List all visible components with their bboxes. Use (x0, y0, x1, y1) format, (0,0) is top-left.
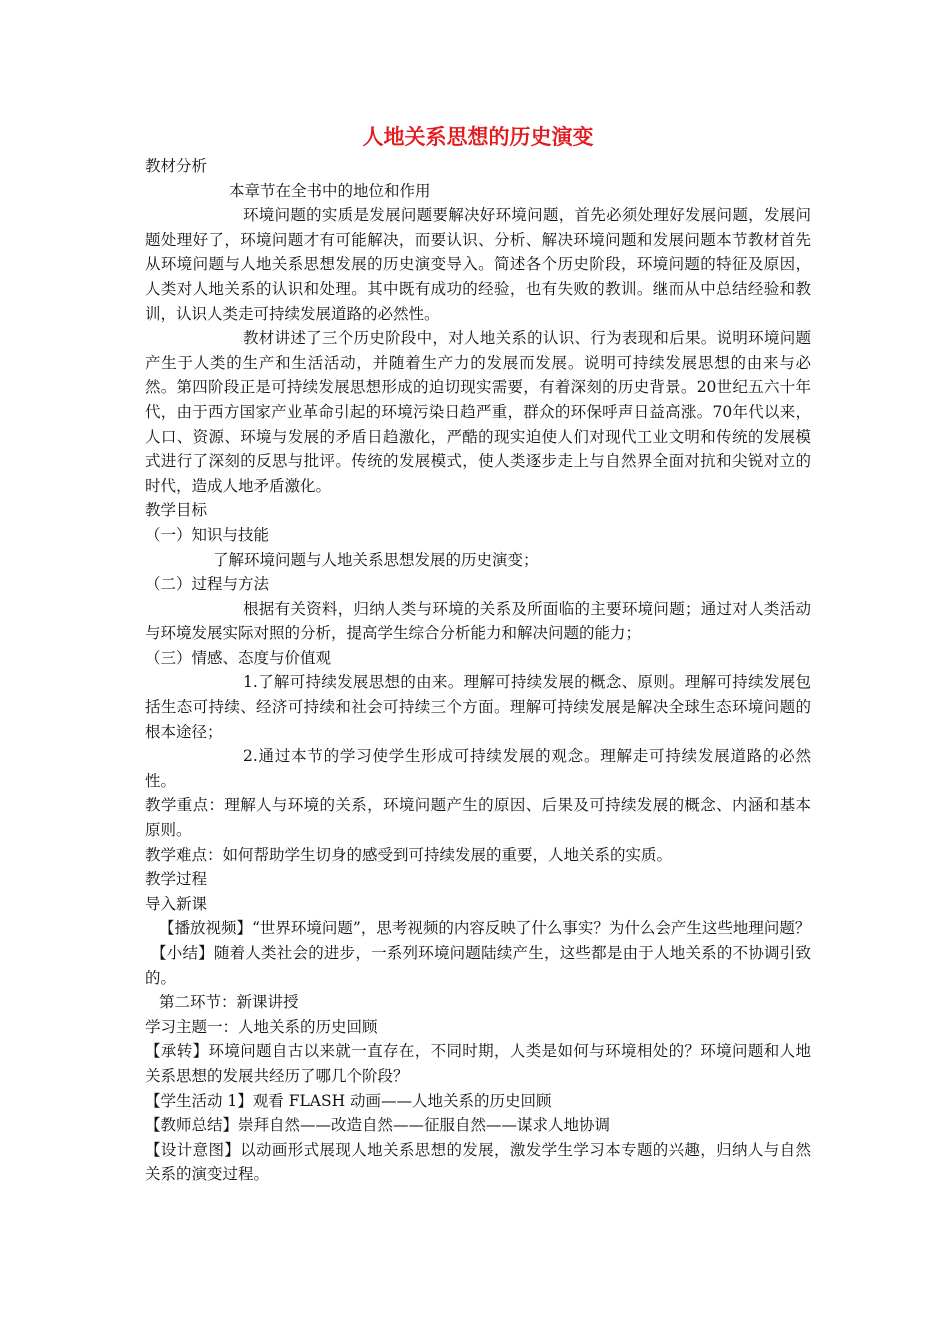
summary-text: 【小结】随着人类社会的进步，一系列环境问题陆续产生，这些都是由于人地关系的不协调引致的。 (145, 944, 811, 987)
goal-values-heading: （三）情感、态度与价值观 (145, 648, 332, 667)
paragraph-stages: 教材讲述了三个历史阶段中，对人地关系的认识、行为表现和后果。说明环境问题产生于人类的生产和生活活动，并随着生产力的发展而发展。说明可持续发展思想的由来与必然。第四阶段正是可持续发展思想形成的迫切现实需要，有着深刻的历史背景。20世纪五六十年代，由于西方国家产业革命引起的环境污染日趋严重，群众的环保呼声日益高涨。70年代以来，人口、资源、环境与发展的矛盾日趋激化，严酷的现实迫使人们对现代工业文明和传统的发展模式进行了深刻的反思与批评。传统的发展模式，使人类逐步走上与自然界全面对抗和尖锐对立的时代，造成人地矛盾激化。 (145, 329, 811, 495)
goal-values-item-1: 1.了解可持续发展思想的由来。理解可持续发展的概念、原则。理解可持续发展包括生态可持续、经济可持续和社会可持续三个方面。理解可持续发展是解决全球生态环境问题的根本途径； (145, 673, 811, 741)
transition-text: 【承转】环境问题自古以来就一直存在，不同时期，人类是如何与环境相处的？环境问题和人地关系思想的发展共经历了哪几个阶段？ (145, 1042, 811, 1085)
difficulties: 教学难点：如何帮助学生切身的感受到可持续发展的重要，人地关系的实质。 (145, 845, 673, 864)
goal-process-text: 根据有关资料，归纳人类与环境的关系及所面临的主要环境问题；通过对人类活动与环境发展实际对照的分析，提高学生综合分析能力和解决问题的能力； (145, 599, 811, 643)
goal-knowledge-heading: （一）知识与技能 (145, 525, 270, 544)
key-points: 教学重点：理解人与环境的关系，环境问题产生的原因、后果及可持续发展的概念、内涵和基本原则。 (145, 796, 811, 840)
design-intent: 【设计意图】以动画形式展现人地关系思想的发展，激发学生学习本专题的兴趣，归纳人与自然关系的演变过程。 (145, 1140, 811, 1184)
teacher-summary: 【教师总结】崇拜自然——改造自然——征服自然——谋求人地协调 (145, 1116, 611, 1135)
intro-heading: 导入新课 (145, 894, 208, 913)
goal-knowledge-text: 了解环境问题与人地关系思想发展的历史演变； (213, 550, 539, 569)
subheading-position: 本章节在全书中的地位和作用 (229, 181, 431, 200)
student-activity-1: 【学生活动 1】观看 FLASH 动画——人地关系的历史回顾 (145, 1091, 552, 1110)
theme-one-heading: 学习主题一：人地关系的历史回顾 (145, 1017, 378, 1036)
section-heading-process: 教学过程 (145, 870, 208, 889)
goal-process-heading: （二）过程与方法 (145, 575, 270, 594)
stage-two-heading: 第二环节：新课讲授 (159, 993, 299, 1012)
goal-values-item-2: 2.通过本节的学习使学生形成可持续发展的观念。理解走可持续发展道路的必然性。 (145, 747, 811, 790)
document-page (145, 122, 811, 1187)
section-heading-analysis: 教材分析 (145, 157, 208, 175)
section-heading-goals: 教学目标 (145, 501, 208, 520)
paragraph-essence: 环境问题的实质是发展问题要解决好环境问题，首先必须处理好发展问题，发展问题处理好了，环境问题才有可能解决，而要认识、分析、解决环境问题和发展问题本节教材首先从环境问题与人地关系思想发展的历史演变导入。简述各个历史阶段，环境问题的特征及原因，人类对人地关系的认识和处理。其中既有成功的经验，也有失败的教训。继而从中总结经验和教训，认识人类走可持续发展道路的必然性。 (145, 206, 811, 323)
video-prompt: 【播放视频】“世界环境问题”，思考视频的内容反映了什么事实？为什么会产生这些地理问题？ (159, 919, 811, 938)
document-title: 人地关系思想的历史演变 (362, 124, 594, 149)
